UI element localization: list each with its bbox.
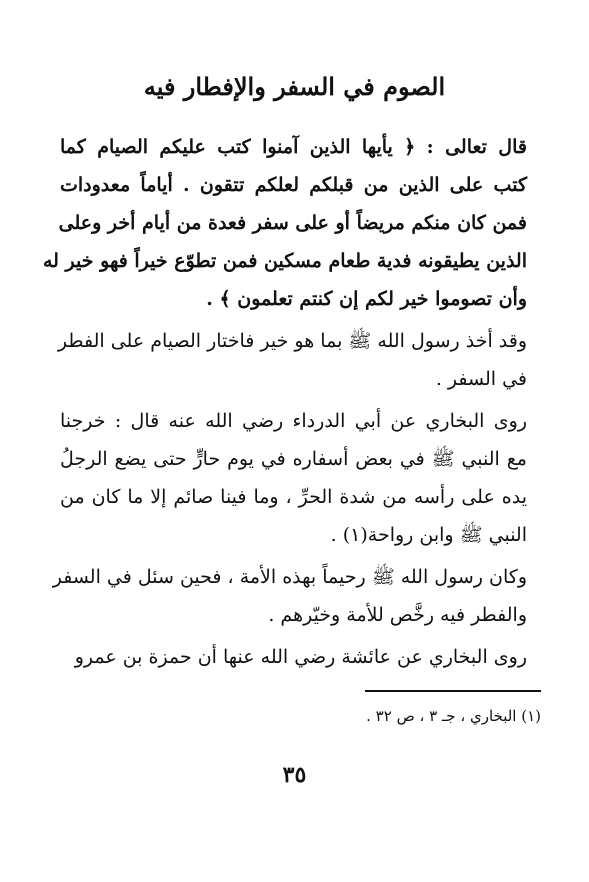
footnote: (١) البخاري ، جـ ٣ ، ص ٣٢ . [366,707,541,725]
text-line: النبي ﷺ وابن رواحة(١) . [330,524,527,546]
paragraph-prophet-choice [57,322,527,398]
paragraph-mercy [52,558,527,634]
text-line: وكان رسول الله ﷺ رحيماً بهذه الأمة ، فحين سئل في السفر [52,566,527,588]
text-line: مع النبي ﷺ في بعض أسفاره في يوم حارٍّ حتى يضع الرجلُ [60,448,527,470]
text-line: روى البخاري عن أبي الدرداء رضي الله عنه قال : خرجنا [60,410,527,432]
footnote-divider [365,690,541,692]
chapter-title: الصوم في السفر والإفطار فيه [143,72,446,101]
text-line: وأن تصوموا خير لكم إن كنتم تعلمون ﴾ . [206,288,527,310]
text-line: كتب على الذين من قبلكم لعلكم تتقون . أياماً معدودات [60,174,527,196]
paragraph-hadith-aisha [60,638,527,676]
text-line: في السفر . [435,368,527,390]
paragraph-hadith-abu-darda [60,402,527,554]
text-line: قال تعالى : ﴿ يأيها الذين آمنوا كتب عليكم الصيام كما [60,136,527,158]
text-line: وقد أخذ رسول الله ﷺ بما هو خير فاختار الصيام على الفطر [57,330,527,352]
text-line: روى البخاري عن عائشة رضي الله عنها أن حمزة بن عمرو [74,646,527,668]
paragraph-quran-verse [42,128,527,318]
text-line: فمن كان منكم مريضاً أو على سفر فعدة من أيام أخر وعلى [58,212,527,234]
text-line: يده على رأسه من شدة الحرِّ ، وما فينا صائم إلا ما كان من [60,486,527,508]
text-line: الذين يطيقونه فدية طعام مسكين فمن تطوّع خيراً فهو خير له [42,250,527,272]
text-line: والفطر فيه رخَّص للأمة وخيّرهم . [268,604,527,626]
page-number: ٣٥ [282,762,307,788]
body-text [42,128,527,676]
